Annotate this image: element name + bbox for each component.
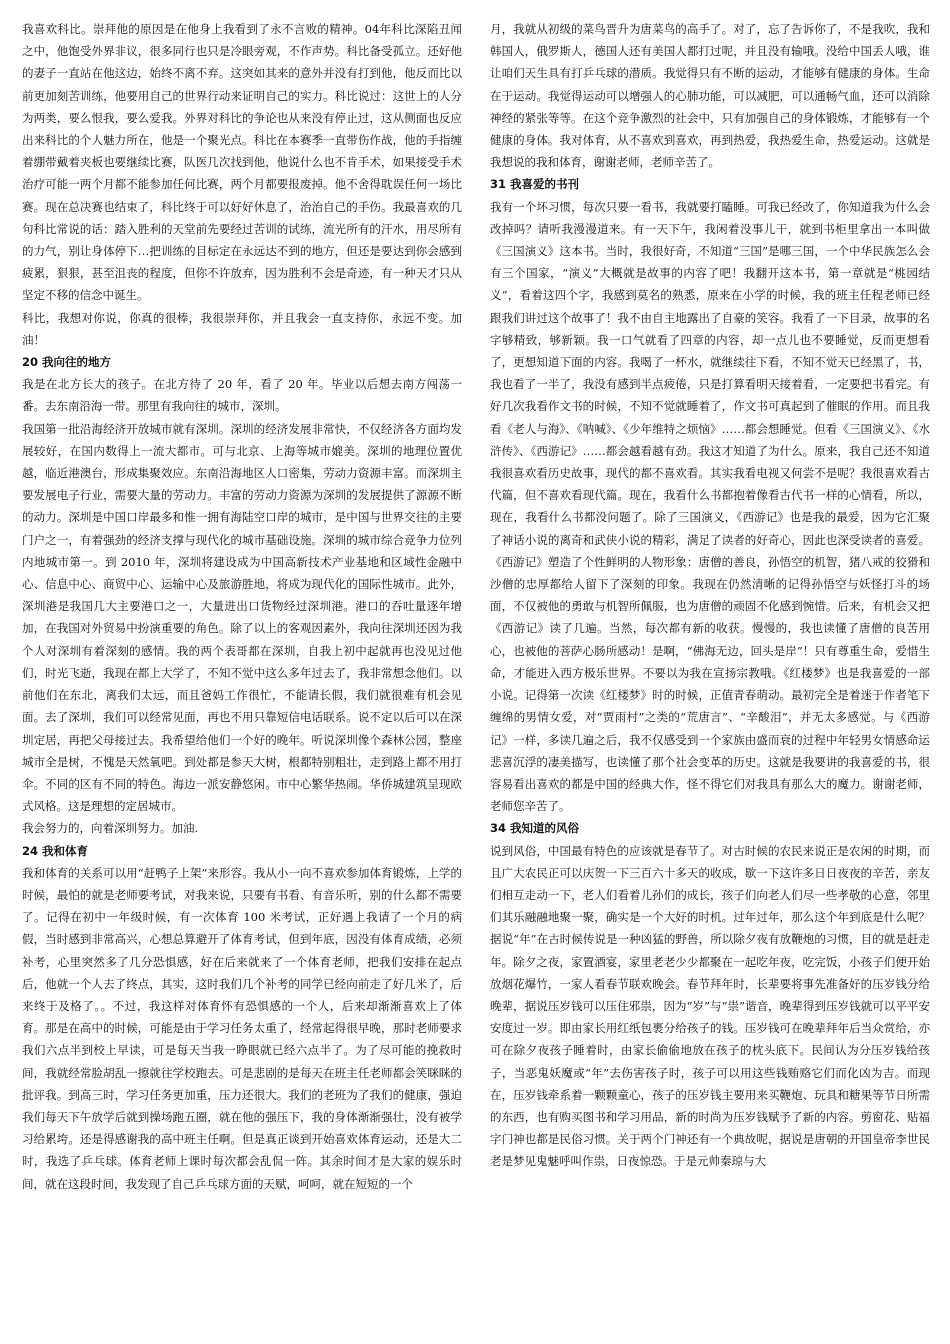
essay-24-paragraph-1: 我和体育的关系可以用“赶鸭子上架”来形容。我从小一向不喜欢参加体育锻炼，上学的时候，最怕的就是老师要考试，对我来说，只要有书看、有音乐听，别的什么都不需要了。记得在初中一年级时候，有一次体育 100 米考试，正好遇上我请了一个月的病假，当时感到非常高兴，心想总算避开了体育考试，但到年底，因没有体育成绩，必须补考，心里突然多了几分恐惧感，好在后来就来了一个体育老师，把我们安排在起点后，他就一个人去了终点，其实，这时我们几个补考的同学已经向前走了好几米了，后来终于及格了。。不过，我这样对体育怀有恐惧感的一个人，后来却渐渐喜欢上了体育。那是在高中的时候，可能是由于学习任务太重了，经常起得很早晚，那时老师要求我们六点半到校上早读，可是每天当我一睁眼就已经六点半了。为了尽可能的挽救时间，我就经常脸胡乱一擦就往学校跑去。可是悲剧的是每天在班主任老师都会笑眯眯的批评我。到高三时，学习任务更加重，压力还很大。我们的老班为了我们的健康，强迫我们每天下午放学后就到操场跑五圈，就在他的强压下，我的身体渐渐强壮，没有被学习给累垮。还是得感谢我的高中班主任啊。但是真正谈到开始喜欢体育运动，还是大二时，我选了乒乓球。体育老师上课时每次都会乱侃一阵。其余时间才是大家的娱乐时间，就在这段时间，我发现了自己乒乓球方面的天赋，呵呵，就在短短的一个 (22, 865, 462, 1191)
essay-20-paragraph-1: 我是在北方长大的孩子。在北方待了 20 年，看了 20 年。毕业以后想去南方闯荡一番。去东南沿海一带。那里有我向往的城市，深圳。 (22, 377, 462, 414)
right-column (490, 18, 930, 1334)
essay-24-title: 24 我和体育 (22, 843, 89, 858)
essay-20-title: 20 我向往的地方 (22, 355, 112, 370)
essay-31-title: 31 我喜爱的书刊 (490, 177, 580, 192)
left-column (22, 18, 462, 1334)
essay-31-paragraph-1: 我有一个坏习惯，每次只要一看书，我就要打瞌睡。可我已经改了，你知道我为什么会改掉吗？请听我漫漫道来。有一天下午，我闲着没事儿干，就到书柜里拿出一本叫做《三国演义》这本书。当时，我很好奇，不知道“三国”是哪三国，一个中华民族怎么会有三个国家，“演义”大概就是故事的内容了吧！我翻开这本书，第一章就是“桃园结义”，看着这四个字，我感到莫名的熟悉，原来在小学的时候，我的班主任程老师已经跟我们讲过这个故事了！我不由自主地露出了自豪的笑容。我看了一下目录，故事的名字够精致，够新颖。我一口气就看了四章的内容，却一点儿也不要睡觉，反而更想看了，更想知道下面的内容。我喝了一杯水，就继续往下看，不知不觉天已经黑了，书，我也看了一半了，我没有感到半点疲倦，只是打算看明天接着看，一定要把书看完。有好几次我看作文书的时候，不知不觉就睡着了，作文书可真起到了催眠的作用。而且我看《老人与海》、《呐喊》、《少年维特之烦恼》……都会想睡觉。但看《三国演义》、《水浒传》、《西游记》……都会越看越有劲。我这才知道了为什么。原来，我自己还不知道我很喜欢看历史故事，现代的都不喜欢看。其实我看电视又何尝不是呢？我很喜欢看古代篇，但不喜欢看现代篇。现在，我看什么书都抱着像看古代书一样的心情看，所以，现在，我看什么书都没问题了。除了三国演义，《西游记》也是我的最爱，因为它汇聚了神话小说的离奇和武侠小说的精彩，满足了读者的好奇心，因此也深受读者的喜爱。《西游记》塑造了个性鲜明的人物形象：唐僧的善良，孙悟空的机智，猪八戒的狡猾和沙僧的忠厚都给人留下了深刻的印象。我现在仍然清晰的记得孙悟空与妖怪打斗的场面，不仅被他的勇敢与机智所佩服，也为唐僧的顽固不化感到惋惜。后来，有机会又把《西游记》读了几遍。当然，每次都有新的收获。慢慢的，我也读懂了唐僧的良苦用心，也被他的菩萨心肠所感动！是啊，“佛海无边，回头是岸”！只有尊重生命，爱惜生命，才能进入西方极乐世界。不要以为我在宣扬宗教哦。《红楼梦》也是我喜爱的一部小说。记得第一次读《红楼梦》时的时候，正值青春萌动。最初完全是着迷于作者笔下缠绵的男情女爱，对“贾雨村”之类的“荒唐言”、“辛酸泪”，并无太多感觉。与《西游记》一样，多读几遍之后，我不仅感受到一个家族由盛而衰的过程中年轻男女情感命运悲喜沉浮的凄美描写，也读懂了那个社会变革的历史。这就是我要讲的我喜爱的书，很容易看出喜欢的都是中国的经典大作，怪不得它们对我具有那么大的魔力。谢谢老师，老师您辛苦了。 (490, 199, 930, 814)
essay-20-paragraph-2: 我国第一批沿海经济开放城市就有深圳。深圳的经济发展非常快，不仅经济各方面均发展较好，在国内数得上一流大都市。可与北京、上海等城市媲美。深圳的地理位置优越，临近港澳台，形成集聚效应。东南沿海地区人口密集，劳动力资源丰富。而深圳主要发展电子行业，需要大量的劳动力。丰富的劳动力资源为深圳的发展提供了源源不断的动力。深圳是中国口岸最多和惟一拥有海陆空口岸的城市，是中国与世界交往的主要门户之一，有着强劲的经济支撑与现代化的城市基础设施。深圳的城市综合竞争力位列内地城市第一。到 2010 年，深圳将建设成为中国高新技术产业基地和区域性金融中心、信息中心、商贸中心、运输中心及旅游胜地，将成为现代化的国际性城市。此外，深圳港是我国几大主要港口之一，大量进出口货物经过深圳港。港口的吞吐量逐年增加，在我国对外贸易中扮演重要的角色。除了以上的客观因素外，我向往深圳还因为我个人对深圳有着深刻的感情。我的两个表哥都在深圳，自我上初中起就再也没见过他们，时光飞逝，我现在都上大学了，不知不觉中这么多年过去了，我非常想念他们。以前他们在东北，离我们太远，而且爸妈工作很忙，不能请长假，我们就很难有机会见面。去了深圳，我们可以经常见面，再也不用只靠短信电话联系。说不定以后可以在深圳定居，再把父母接过去。我希望给他们一个好的晚年。听说深圳像个森林公园，整座城市全是树，不愧是天然氧吧。到处都是参天大树，根都特别粗壮，走到路上都不用打伞。不同的区有不同的特色。海边一派安静悠闲。市中心繁华热闹。华侨城建筑呈现欧式风格。这是理想的定居城市。 (22, 421, 462, 814)
kobe-paragraph-1: 我喜欢科比。崇拜他的原因是在他身上我看到了永不言败的精神。04年科比深陷丑闻之中，他饱受外界非议，很多同行也只是冷眼旁观，不作声势。科比备受孤立。还好他的妻子一直站在他这边，始终不离不弃。这突如其来的意外并没有打到他，他反而比以前更加刻苦训练，他要用自己的世界行动来证明自己的实力。科比说过：这世上的人分为两类，要么恨我，要么爱我。外界对科比的争论也从来没有停止过，这从侧面也反应出来科比的个人魅力所在，他是一个聚光点。科比在本赛季一直带伤作战，他的手指缠着绷带戴着夹板也要继续比赛，队医几次找到他，他说什么也不肯手术，如果接受手术治疗可能一两个月都不能参加任何比赛，两个月都要报废掉。他不舍得耽误任何一场比赛。现在总决赛也结束了，科比终于可以好好休息了，治治自己的手伤。我最喜欢的几句科比常说的话：踏入胜利的天堂前先要经过苦训的试练，流光所有的汗水，用尽所有的力气，别让身体停下…把训练的目标定在永远达不到的地方，但还是要达到你会感到疲累，狠狠，甚至沮丧的程度，但你不许放弃，因为胜利不会是奇迹，有一种天才只从坚定不移的信念中诞生。 (22, 22, 462, 303)
essay-34-paragraph-1: 说到风俗，中国最有特色的应该就是春节了。对古时候的农民来说正是农闲的时期，而且广大农民正可以庆贺一下三百六十多天的收成，歇一下这许多日日夜夜的辛苦，亲友们相互走动一下，老人们看着儿孙们的成长，孩子们向老人们尽一些孝敬的心意，邻里们其乐融融地聚一聚，确实是一个大好的时机。过年过年，那么这个年到底是什么呢？据说“年”在古时候传说是一种凶猛的野兽，所以除夕夜有放鞭炮的习惯，目的就是赶走年。除夕之夜，家置酒宴，家里老老少少都聚在一起吃年夜，吃完饭，小孩子们便开始放烟花爆竹，一家人看春节联欢晚会。春节拜年时，长辈要将事先准备好的压岁钱分给晚辈，据说压岁钱可以压住邪祟，因为“岁”与“祟”谐音，晚辈得到压岁钱就可以平平安安度过一岁。即由家长用红纸包裹分给孩子的钱。压岁钱可在晚辈拜年后当众赏给，亦可在除夕夜孩子睡着时，由家长偷偷地放在孩子的枕头底下。民间认为分压岁钱给孩子，当恶鬼妖魔或“年”去伤害孩子时，孩子可以用这些钱贿赂它们而化凶为吉。而现在，压岁钱牵系着一颗颗童心，孩子的压岁钱主要用来买鞭炮、玩具和糖果等节日所需的东西，也有购买图书和学习用品，新的时尚为压岁钱赋予了新的内容。剪窗花、贴福字门神也都是民俗习惯。关于两个门神还有一个典故呢，据说是唐朝的开国皇帝李世民老是梦见鬼魅呼叫作祟，日夜惊恐。于是元帅秦琼与大 (490, 843, 930, 1169)
kobe-paragraph-2: 科比，我想对你说，你真的很棒，我很崇拜你，并且我会一直支持你，永远不变。加油！ (22, 310, 462, 347)
essay-20-paragraph-3: 我会努力的，向着深圳努力。加油. (22, 821, 199, 836)
essay-24-continuation: 月，我就从初级的菜鸟晋升为唐菜鸟的高手了。对了，忘了告诉你了，不是我吹，我和韩国人，俄罗斯人，德国人还有美国人都打过呢，并且没有输哦。没给中国丢人哦，谁让咱们天生具有打乒乓球的潜质。我觉得只有不断的运动，才能够有健康的身体。生命在于运动。我觉得运动可以增强人的心肺功能，可以减肥，可以通畅气血，还可以消除神经的紧张等等。在这个竞争激烈的社会中，只有加强自己的身体锻炼，才能够有一个健康的身体。我对体育，从不喜欢到喜欢，再到热爱，我热爱生命，热爱运动。这就是我想说的我和体育，谢谢老师，老师辛苦了。 (490, 22, 930, 170)
essay-34-title: 34 我知道的风俗 (490, 821, 580, 836)
